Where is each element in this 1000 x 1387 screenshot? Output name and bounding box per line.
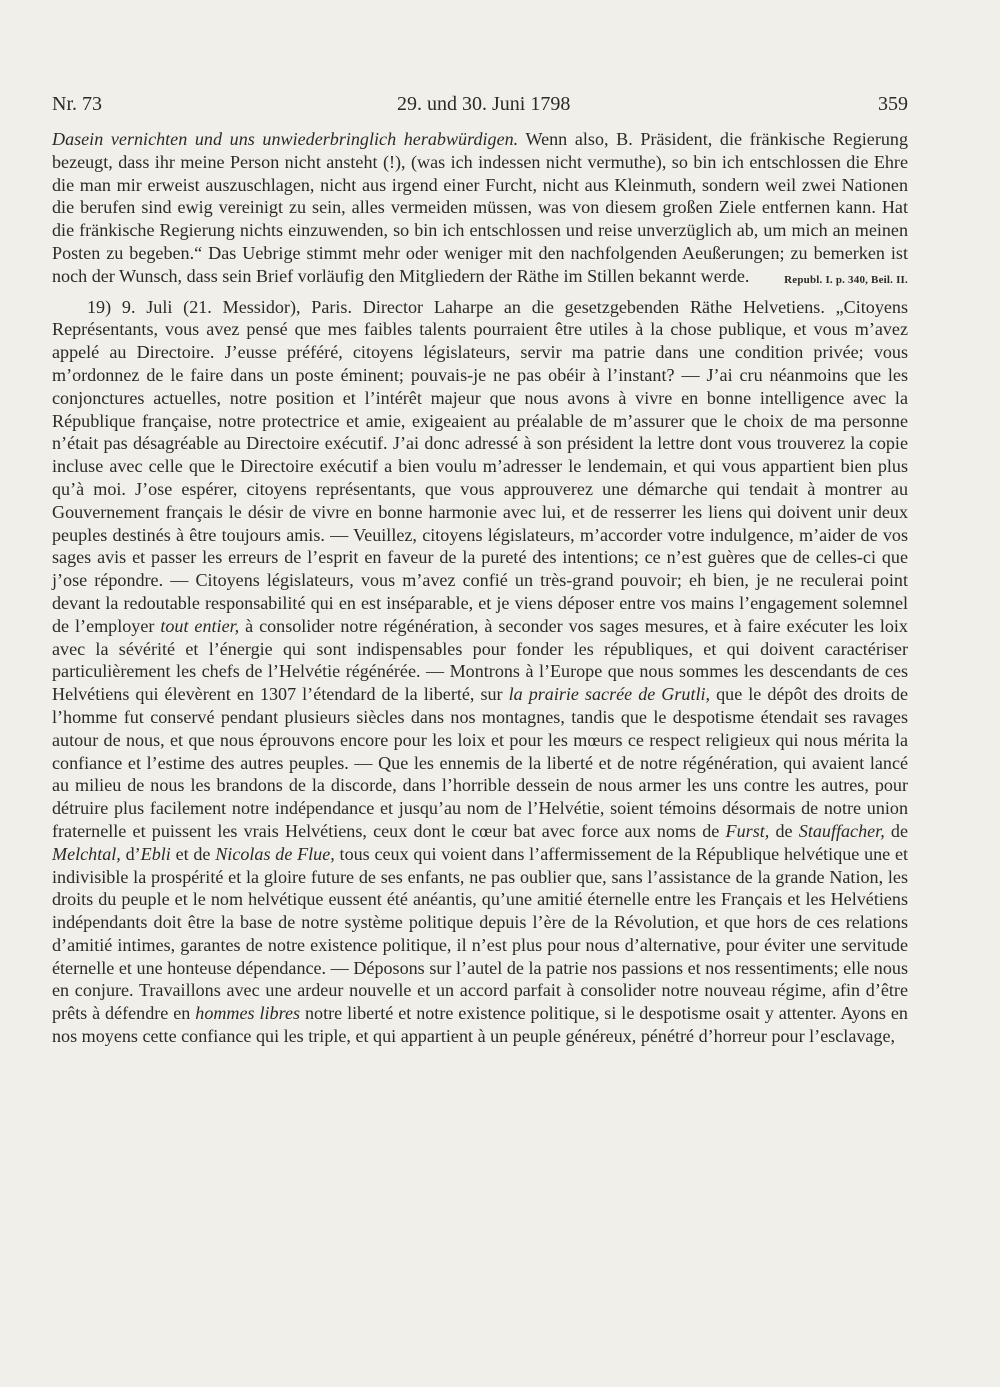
italic-name: Melchtal,	[52, 843, 121, 864]
italic-name: Nicolas de Flue,	[215, 843, 335, 864]
italic-name: Furst,	[725, 820, 770, 841]
paragraph-text: tous ceux qui voient dans l’affermissement de la République helvétique une et indivisible la prospérité et la gloire future de ses enfants, ne pas oublier que, sans l’assistance de la grande Nation, les droits du peuple et le nom helvétique eussent été anéantis, qu’une amitié éternelle entre les Français et les Helvétiens indépendants doit être la base de notre système politique depuis l’ère de la Révolution, et que hors de ces relations d’amitié intimes, garantes de notre existence politique, il n’est plus pour nous d’alternative, pour éviter une servitude éternelle et une honteuse dépendance. — Déposons sur l’autel de la patrie nos passions et nos ressentiments; elle nous en conjure. Travaillons avec une ardeur nouvelle et un accord parfait à consolider notre nouveau régime, afin d’être prêts à défendre en	[52, 843, 909, 1024]
paragraph-text: de	[769, 820, 799, 841]
page-number: 359	[878, 93, 908, 115]
paragraph-text: et de	[170, 843, 216, 864]
italic-phrase: Dasein vernichten und uns unwiederbringlich herabwürdigen.	[52, 129, 519, 149]
document-number: Nr. 73	[52, 93, 102, 115]
paragraph-text: de	[884, 820, 909, 841]
page-body	[52, 128, 908, 1048]
paragraph-2	[52, 296, 908, 1048]
paragraph-text: notre liberté et notre existence politique, si le despotisme osait y attenter. Ayons en nos moyens cette confiance qui les triple, et qui appartient à un peuple généreux, pénétré d’horreur pour l’esclavage,	[52, 1003, 908, 1047]
italic-phrase: hommes libres	[195, 1003, 301, 1024]
header-date: 29. und 30. Juni 1798	[397, 93, 571, 115]
paragraph-text: que le dépôt des droits de l’homme fut conservé pendant plusieurs siècles dans nos montagnes, tandis que le despotisme étendait ses ravages autour de nous, et que nous éprouvons encore pour les loix et pour les mœurs ce respect religieux qui nous mérita la confiance et l’estime des autres peuples. — Que les ennemis de la liberté et de notre régénération, qui avaient lancé au milieu de nous les brandons de la discorde, dans l’horrible dessein de nous armer les uns contre les autres, pour détruire plus facilement notre indépendance et jusqu’au nom de l’Helvétie, soient témoins désormais de notre union fraternelle et puissent les vrais Helvétiens, ceux dont le cœur bat avec force aux noms de	[52, 684, 908, 841]
paragraph-text: Wenn also, B. Präsident, die fränkische Regierung bezeugt, dass ihr meine Person nicht ansteht (!), (was ich indessen nicht vermuthe), so bin ich entschlossen die Ehre die man mir erweist auszuschlagen, nicht aus irgend einer Furcht, nicht aus Kleinmuth, sondern weil zwei Nationen die berufen sind ewig vereinigt zu sein, alles vermeiden müssen, was von diesem großen Ziele entfernen kann. Hat die fränkische Regierung nichts einzuwenden, so bin ich entschlossen und reise unverzüglich ab, um mich an meinen Posten zu begeben.“ Das Uebrige stimmt mehr oder weniger mit den nachfolgenden Aeußerungen; zu bemerken ist noch der Wunsch, dass sein Brief vorläufig den Mitgliedern der Räthe im Stillen bekannt werde.	[52, 129, 908, 286]
paragraph-text: à consolider notre régénération, à seconder vos sages mesures, et à faire exécuter les loix avec la sévérité et l’énergie qui sont indispensables pour fonder les républiques, et qui doivent caractériser particulièrement les chefs de l’Helvétie régénérée. — Montrons à l’Europe que nous sommes les descendants de ces Helvétiens qui élevèrent en 1307 l’étendard de la liberté, sur	[52, 615, 908, 705]
italic-name: Ebli	[140, 843, 171, 864]
italic-phrase: tout entier,	[160, 615, 240, 636]
paragraph-text: d’	[120, 843, 141, 864]
paragraph-text: 19) 9. Juli (21. Messidor), Paris. Director Laharpe an die gesetzgebenden Räthe Helvetiens. „Citoyens Représentants, vous avez pensé que mes faibles talents pourraient être utiles à la chose publique, et vous m’avez appelé au Directoire. J’eusse préféré, citoyens législateurs, servir ma patrie dans une condition privée; vous m’ordonnez de le faire dans un poste éminent; pouvais-je ne pas obéir à l’instant? — J’ai cru néanmoins que les conjonctures actuelles, notre position et l’intérêt majeur que nous avons à vivre en bonne intelligence avec la République française, notre protectrice et amie, exigeaient au préalable de m’assurer que le choix de ma personne n’était pas désagréable au Directoire exécutif. J’ai donc adressé à son président la lettre dont vous trouverez la copie incluse avec celle que le Directoire exécutif a bien voulu m’adresser le lendemain, et qui vous appartient bien plus qu’à moi. J’ose espérer, citoyens représentants, que vous approuverez une démarche qui tendait à montrer au Gouvernement français le désir de vivre en bonne harmonie avec lui, et de resserrer les liens qui doivent unir deux peuples destinés à être toujours amis. — Veuillez, citoyens législateurs, m’accorder votre indulgence, m’aider de vos sages avis et passer les erreurs de l’esprit en faveur de la pureté des intentions; ce n’est guères que de celles-ci que j’ose répondre. — Citoyens législateurs, vous m’avez confié un très-grand pouvoir; eh bien, je ne reculerai point devant la redoutable responsabilité qui en est inséparable, et je viens déposer entre vos mains l’engagement solemnel de l’employer	[52, 296, 908, 636]
source-reference: Republ. I. p. 340, Beil. II.	[784, 273, 908, 286]
page-header	[52, 93, 908, 123]
italic-phrase: la prairie sacrée de Grutli,	[508, 684, 711, 705]
italic-name: Stauffacher,	[798, 820, 885, 841]
paragraph-1	[52, 128, 908, 288]
